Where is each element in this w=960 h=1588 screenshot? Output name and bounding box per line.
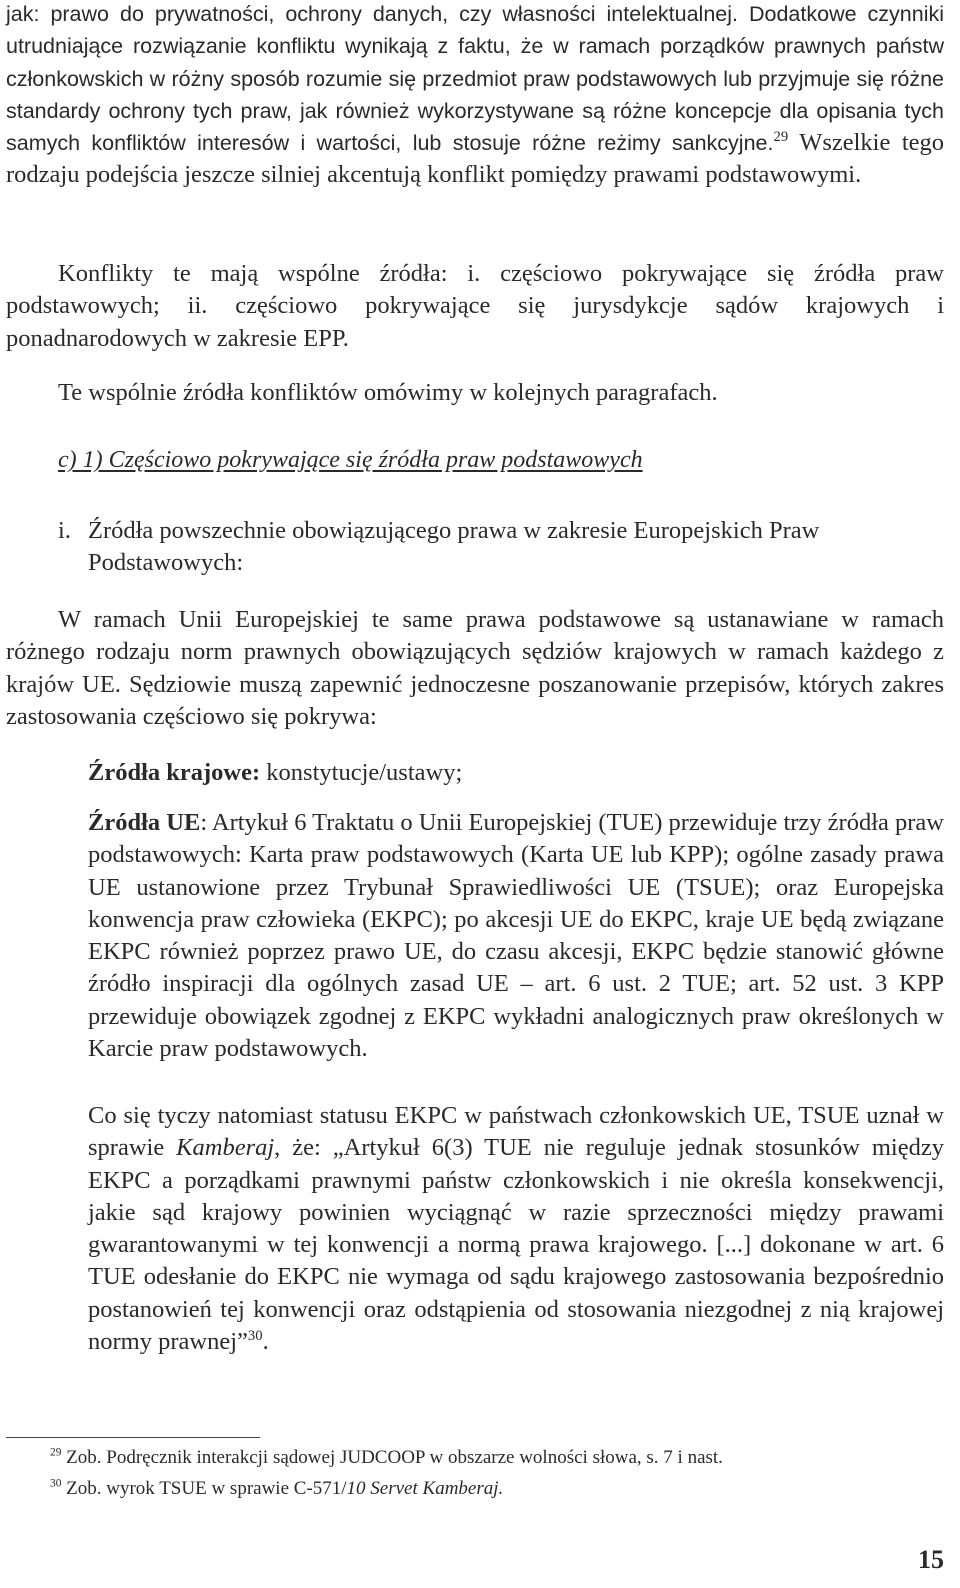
- eu-sources-label: Źródła UE: [88, 809, 201, 836]
- paragraph-5: [88, 1100, 944, 1358]
- subheading-text: Źródła powszechnie obowiązującego prawa w zakresie Europejskich Praw Podstawowych:: [88, 517, 820, 577]
- case-name: Kamberaj: [176, 1134, 275, 1162]
- footnote-ref-30[interactable]: 30: [247, 1327, 263, 1344]
- paragraph-1-sans-text: jak: prawo do prywatności, ochrony danych, czy własności intelektualnej. Dodatkowe czynniki utrudniające rozwiązanie konfliktu wynikają z faktu, że w ramach porządków prawnych państw członkowskich w różny sposób rozumie się przedmiot praw podstawowych lub przyjmuje się różne standardy ochrony tych praw, jak również wykorzystywane są różne koncepcje dla opisania tych samych konfliktów interesów i wartości, lub stosuje różne reżimy sankcyjne.: [6, 2, 944, 156]
- paragraph-5-text-b: , że: „Artykuł 6(3) TUE nie reguluje jednak stosunków między EKPC a porządkami prawnymi państw członkowskich i nie określa konsekwencji, jakie sąd krajowy powinien wyciągnąć w razie sprzeczności między prawami gwarantowanymi w tej konwencji a normą prawa krajowego. [...] dokonane w art. 6 TUE odesłanie do EKPC nie wymaga od sądu krajowego zastosowania bezpośrednio postanowień tej konwencji oraz odstąpienia od stosowania niezgodnej z nią krajowej normy prawnej”: [88, 1134, 944, 1356]
- subheading-marker: i.: [58, 517, 71, 544]
- footnote-30-text: Zob. wyrok TSUE w sprawie C-571/: [66, 1478, 347, 1499]
- footnote-ref-29[interactable]: 29: [773, 129, 789, 146]
- paragraph-1-serif-text: Wszelkie tego rodzaju podejścia jeszcze silniej akcentują konflikt pomiędzy prawami podstawowymi.: [6, 129, 945, 189]
- document-page: [6, 0, 944, 1588]
- paragraph-2: Konflikty te mają wspólne źródła: i. częściowo pokrywające się źródła praw podstawowych; ii. częściowo pokrywające się jurysdykcje sądów krajowych i ponadnarodowych w zakresie EPP.: [6, 260, 944, 352]
- paragraph-5-end: .: [262, 1328, 269, 1356]
- footnote-29-text: Zob. Podręcznik interakcji sądowej JUDCOOP w obszarze wolności słowa, s. 7 i nast.: [66, 1447, 723, 1468]
- footnote-30-italic: 10 Servet Kamberaj.: [346, 1478, 504, 1499]
- eu-sources-text: : Artykuł 6 Traktatu o Unii Europejskiej (TUE) przewiduje trzy źródła praw podstawowych: Karta praw podstawowych (Karta UE lub KPP); ogólne zasady prawa UE ustanowione przez Trybunał Sprawiedliwości UE (TSUE); oraz Europejska konwencja praw człowieka (EKPC); po akcesji UE do EKPC, kraje UE będą związane EKPC również poprzez prawo UE, do czasu akcesji, EKPC będzie stanowić główne źródło inspiracji dla ogólnych zasad UE – art. 6 ust. 2 TUE; art. 52 ust. 3 KPP przewiduje obowiązek zgodnej z EKPC wykładni analogicznych praw określonych w Karcie praw podstawowych.: [88, 809, 944, 1063]
- national-sources-item: [88, 757, 944, 789]
- page-number: 15: [918, 1545, 944, 1574]
- eu-sources-item: [88, 807, 944, 1065]
- national-sources-text: konstytucje/ustawy;: [260, 759, 463, 786]
- footnote-divider: [6, 1437, 260, 1438]
- section-heading: c) 1) Częściowo pokrywające się źródła praw podstawowych: [58, 447, 643, 473]
- footnote-30: [50, 1476, 503, 1502]
- footnote-30-number: 30: [50, 1477, 62, 1490]
- footnote-29-number: 29: [50, 1446, 62, 1459]
- paragraph-5-text-a: Co się tyczy natomiast statusu EKPC w państwach członkowskich UE, TSUE uznał w sprawie: [88, 1102, 944, 1162]
- national-sources-label: Źródła krajowe:: [88, 759, 261, 786]
- footnote-29: [50, 1445, 723, 1471]
- paragraph-3: Te wspólnie źródła konfliktów omówimy w kolejnych paragrafach.: [58, 379, 718, 406]
- paragraph-1: [6, 0, 944, 192]
- paragraph-4: W ramach Unii Europejskiej te same prawa podstawowe są ustanawiane w ramach różnego rodzaju norm prawnych obowiązujących sędziów krajowych w ramach każdego z krajów UE. Sędziowie muszą zapewnić jednoczesne poszanowanie przepisów, których zakres zastosowania częściowo się pokrywa:: [6, 606, 944, 730]
- subheading: [58, 515, 938, 580]
